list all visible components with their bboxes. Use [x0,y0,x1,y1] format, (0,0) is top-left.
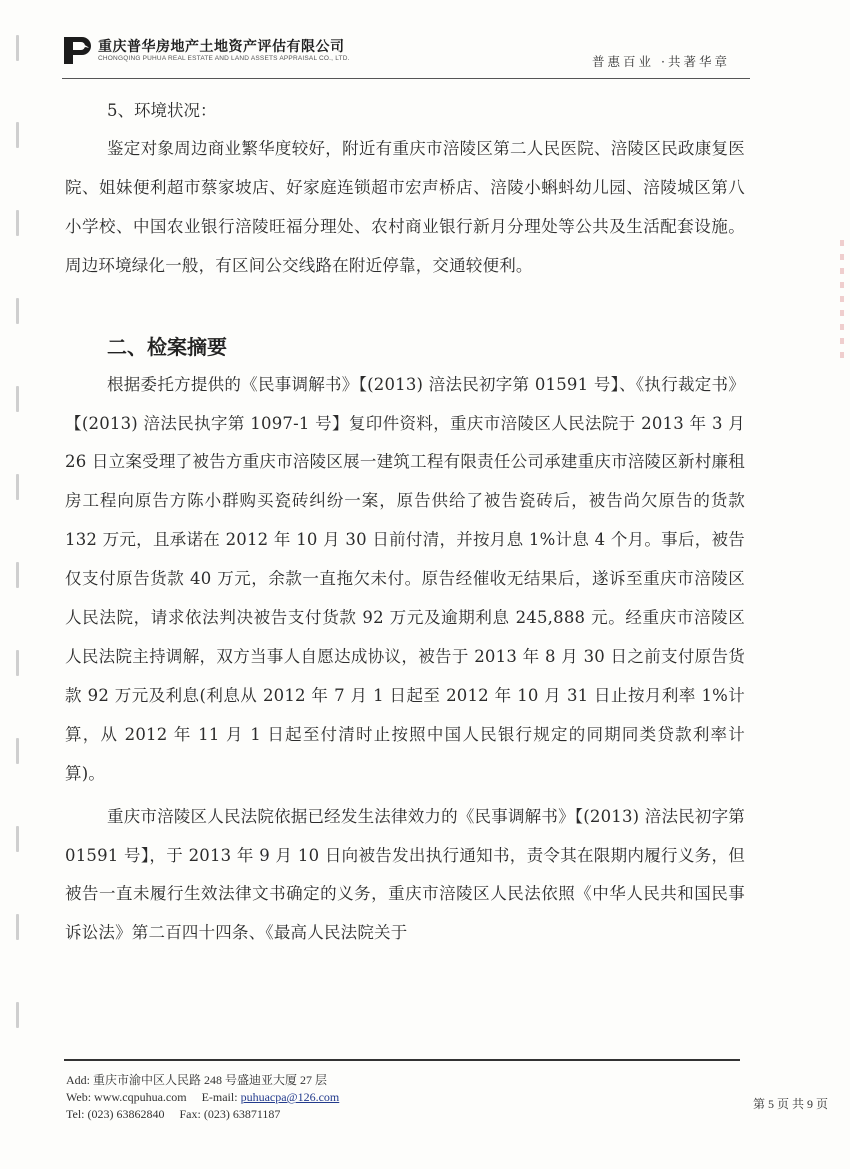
summary-paragraph: 根据委托方提供的《民事调解书》【(2013) 涪法民初字第 01591 号】、《执行裁定书》【(2013) 涪法民执字第 1097-1 号】复印件资料，重庆市涪陵区人民法院于 2013 年 3 月 26 日立案受理了被告方重庆市涪陵区展一建筑工程有限责任公司承建重庆市涪陵区新村廉租房工程向原告方陈小群购买瓷砖纠纷一案，原告供给了被告瓷砖后，被告尚欠原告的货款 132 万元，且承诺在 2012 年 10 月 30 日前付清，并按月息 1%计息 4 个月。事后，被告仅支付原告货款 40 万元，余款一直拖欠未付。原告经催收无结果后，遂诉至重庆市涪陵区人民法院，请求依法判决被告支付货款 92 万元及逾期利息 245,888 元。经重庆市涪陵区人民法院主持调解，双方当事人自愿达成协议，被告于 2013 年 8 月 30 日之前支付原告货款 92 万元及利息(利息从 2012 年 7 月 1 日起至 2012 年 10 月 31 日止按月利率 1%计算，从 2012 年 11 月 1 日起至付清时止按照中国人民银行规定的同期同类贷款利率计算)。 [65,374,745,783]
footer-phone: Tel: (023) 63862840 Fax: (023) 63871187 [66,1107,281,1121]
company-name-en: CHONGQING PUHUA REAL ESTATE AND LAND ASSETS APPRAISAL CO., LTD. [98,55,350,62]
footer-address: Add: 重庆市渝中区人民路 248 号盛迪亚大厦 27 层 [66,1073,328,1087]
footer-contact [66,1072,736,1123]
edge-stamp-mark [840,240,844,360]
footer-web-email: Web: www.cqpuhua.com E-mail: puhuacpa@126.com [66,1090,340,1104]
letterhead [62,30,742,78]
header-divider [62,78,750,79]
website-link[interactable]: www.cqpuhua.com [94,1090,187,1104]
footer-divider [64,1059,740,1061]
company-slogan: 普惠百业 ·共著华章 [592,54,730,69]
email-link[interactable]: puhuacpa@126.com [240,1090,340,1104]
document-body [65,92,745,953]
environment-paragraph: 鉴定对象周边商业繁华度较好，附近有重庆市涪陵区第二人民医院、涪陵区民政康复医院、姐妹便利超市蔡家坡店、好家庭连锁超市宏声桥店、涪陵小蝌蚪幼儿园、涪陵城区第八小学校、中国农业银行涪陵旺福分理处、农村商业银行新月分理处等公共及生活配套设施。周边环境绿化一般，有区间公交线路在附近停靠，交通较便利。 [65,139,745,275]
company-name-cn: 重庆普华房地产土地资产评估有限公司 [98,39,345,55]
summary-paragraph: 重庆市涪陵区人民法院依据已经发生法律效力的《民事调解书》【(2013) 涪法民初字第 01591 号】，于 2013 年 9 月 10 日向被告发出执行通知书，责令其在限期内履行义务，但被告一直未履行生效法律文书确定的义务，重庆市涪陵区人民法依照《中华人民共和国民事诉讼法》第二百四十四条、《最高人民法院关于 [65,806,745,943]
puhua-logo-icon [62,34,94,66]
subsection-title: 5、环境状况： [107,101,217,120]
page-number: 第 5 页 共 9 页 [752,1097,828,1111]
binding-marks [16,30,22,1150]
section-title: 二、检案摘要 [107,334,227,359]
